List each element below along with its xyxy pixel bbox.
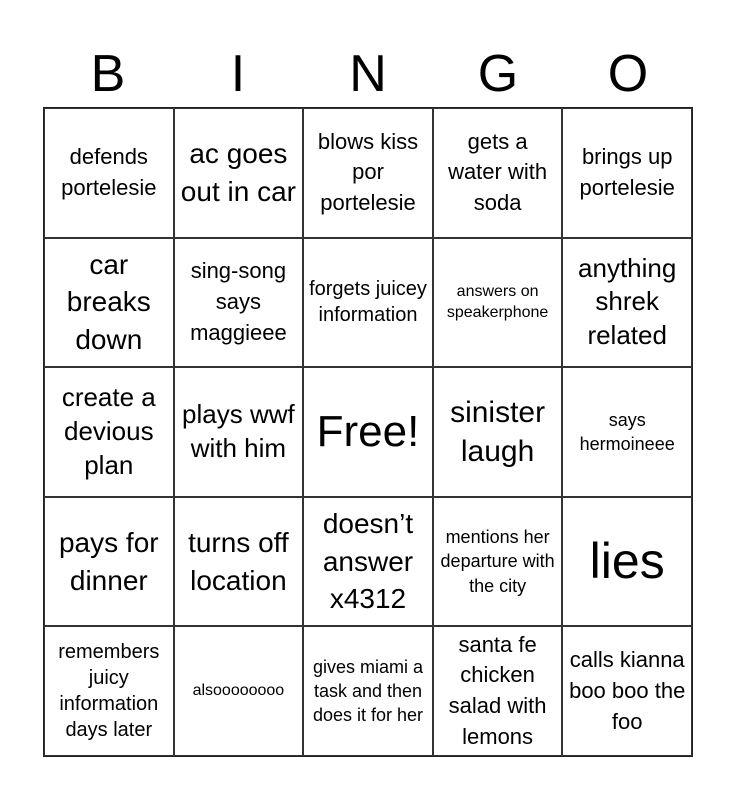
bingo-cell[interactable]: gives miami a task and then does it for her — [303, 626, 433, 756]
bingo-card — [43, 107, 693, 757]
bingo-cell[interactable]: mentions her departure with the city — [433, 497, 563, 627]
bingo-cell[interactable]: answers on speakerphone — [433, 238, 563, 368]
bingo-cell[interactable]: lies — [562, 497, 692, 627]
bingo-cell[interactable]: says hermoineee — [562, 367, 692, 497]
bingo-cell[interactable]: anything shrek related — [562, 238, 692, 368]
bingo-cell[interactable]: car breaks down — [44, 238, 174, 368]
bingo-cell[interactable]: pays for dinner — [44, 497, 174, 627]
bingo-cell[interactable]: santa fe chicken salad with lemons — [433, 626, 563, 756]
bingo-cell[interactable]: turns off location — [174, 497, 304, 627]
header-letter-b: B — [90, 45, 126, 103]
bingo-cell[interactable]: brings up portelesie — [562, 108, 692, 238]
bingo-cell[interactable]: doesn’t answer x4312 — [303, 497, 433, 627]
bingo-cell[interactable]: defends portelesie — [44, 108, 174, 238]
bingo-cell[interactable]: alsoooooooo — [174, 626, 304, 756]
bingo-cell[interactable]: sing-song says maggieee — [174, 238, 304, 368]
header-letter-i: I — [230, 45, 246, 103]
bingo-free-cell[interactable]: Free! — [303, 367, 433, 497]
bingo-cell[interactable]: gets a water with soda — [433, 108, 563, 238]
bingo-cell[interactable]: create a devious plan — [44, 367, 174, 497]
header-letter-o: O — [607, 45, 649, 103]
bingo-header — [43, 40, 693, 108]
header-letter-n: N — [349, 45, 387, 103]
bingo-cell[interactable]: sinister laugh — [433, 367, 563, 497]
bingo-cell[interactable]: forgets juicey information — [303, 238, 433, 368]
bingo-cell[interactable]: calls kianna boo boo the foo — [562, 626, 692, 756]
bingo-cell[interactable]: remembers juicy information days later — [44, 626, 174, 756]
bingo-cell[interactable]: ac goes out in car — [174, 108, 304, 238]
bingo-cell[interactable]: plays wwf with him — [174, 367, 304, 497]
bingo-cell[interactable]: blows kiss por portelesie — [303, 108, 433, 238]
header-letter-g: G — [477, 45, 519, 103]
